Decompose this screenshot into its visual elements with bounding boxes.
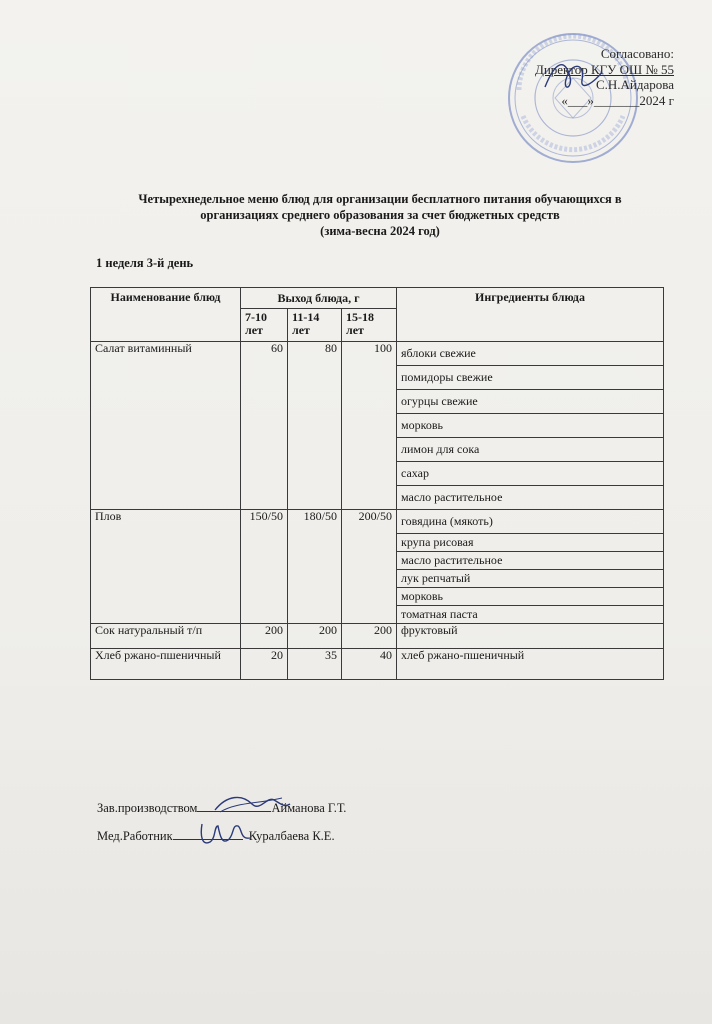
dish-name: Сок натуральный т/п (91, 624, 241, 649)
manager-name: Айманова Г.Т. (271, 801, 347, 815)
ingredient: крупа рисовая (397, 534, 664, 552)
ingredient: лук репчатый (397, 570, 664, 588)
dish-output-7-10: 150/50 (241, 510, 288, 624)
week-day-label: 1 неделя 3-й день (96, 256, 194, 270)
title-line-2: организациях среднего образования за счет бюджетных средств (200, 208, 560, 222)
dish-output-11-14: 200 (288, 624, 342, 649)
dish-output-11-14: 35 (288, 649, 342, 680)
ingredient: хлеб ржано-пшеничный (397, 649, 664, 680)
table-row (91, 624, 664, 649)
title-line-3: (зима-весна 2024 год) (320, 224, 440, 238)
dish-output-15-18: 100 (342, 342, 397, 510)
ingredient: огурцы свежие (397, 390, 664, 414)
dish-output-15-18: 40 (342, 649, 397, 680)
header-ingredients: Ингредиенты блюда (397, 288, 664, 342)
ingredient: масло растительное (397, 486, 664, 510)
medic-name: Куралбаева К.Е. (248, 829, 335, 843)
ingredient: лимон для сока (397, 438, 664, 462)
dish-name: Салат витаминный (91, 342, 241, 510)
manager-signature (212, 790, 292, 818)
ingredient: помидоры свежие (397, 366, 664, 390)
approval-name: С.Н.Айдарова (595, 77, 674, 92)
approval-director: Директор КГУ ОШ № 55 (534, 61, 674, 77)
header-age-7-10: 7-10 лет (241, 309, 288, 342)
table-row (91, 649, 664, 680)
ingredient: яблоки свежие (397, 342, 664, 366)
dish-output-11-14: 80 (288, 342, 342, 510)
header-age-15-18: 15-18 лет (342, 309, 397, 342)
medic-signature (196, 818, 256, 852)
header-age-11-14: 11-14 лет (288, 309, 342, 342)
header-output: Выход блюда, г (241, 288, 397, 309)
dish-output-7-10: 20 (241, 649, 288, 680)
title-line-1: Четырехнедельное меню блюд для организации бесплатного питания обучающихся в (138, 192, 622, 206)
ingredient: фруктовый (397, 624, 664, 649)
approval-date: «___»_______2024 г (561, 92, 674, 108)
dish-output-15-18: 200/50 (342, 510, 397, 624)
dish-output-15-18: 200 (342, 624, 397, 649)
ingredient: масло растительное (397, 552, 664, 570)
dish-name: Хлеб ржано-пшеничный (91, 649, 241, 680)
table-row (91, 342, 664, 366)
medic-label: Мед.Работник (97, 829, 173, 843)
header-dish-name: Наименование блюд (91, 288, 241, 342)
dish-name: Плов (91, 510, 241, 624)
dish-output-7-10: 60 (241, 342, 288, 510)
ingredient: говядина (мякоть) (397, 510, 664, 534)
approval-heading: Согласовано: (600, 46, 674, 61)
menu-table (90, 287, 664, 680)
dish-output-7-10: 200 (241, 624, 288, 649)
table-header-row (91, 288, 664, 309)
ingredient: морковь (397, 414, 664, 438)
document-title (90, 191, 670, 239)
director-signature (540, 52, 610, 102)
dish-output-11-14: 180/50 (288, 510, 342, 624)
ingredient: морковь (397, 588, 664, 606)
table-row (91, 510, 664, 534)
ingredient: сахар (397, 462, 664, 486)
manager-label: Зав.производством (97, 801, 198, 815)
ingredient: томатная паста (397, 606, 664, 624)
